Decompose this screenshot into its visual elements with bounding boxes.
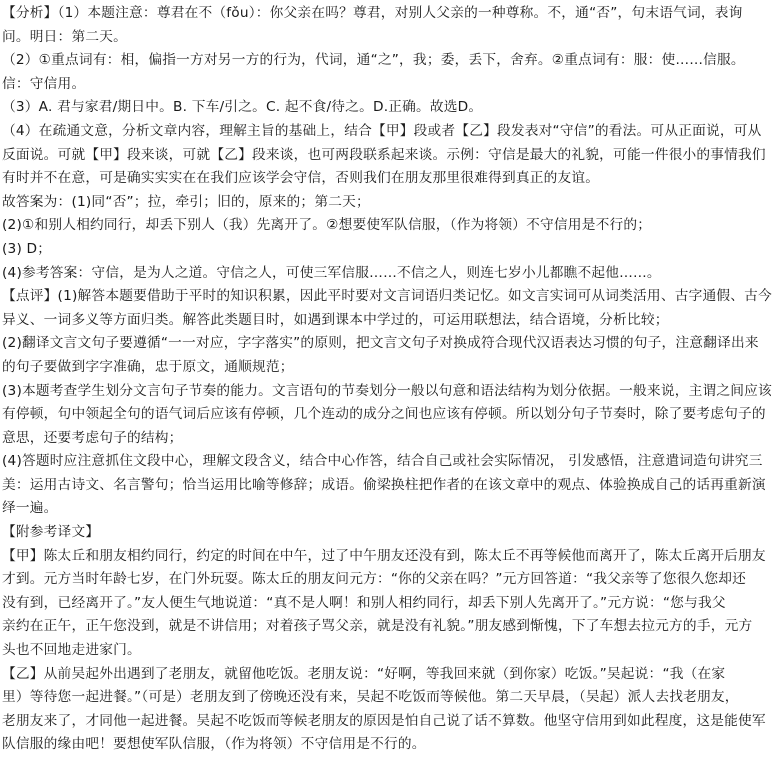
- text-line: 的句子要做到字字准确，忠于原文，通顺规范；: [2, 358, 294, 375]
- text-line: 老朋友来了，才同他一起进餐。吴起不吃饭而等候老朋友的原因是怕自己说了话不算数。他坚守信用到如此程度，这是能使军: [2, 712, 766, 729]
- text-line: 才到。元方当时年龄七岁，在门外玩耍。陈太丘的朋友问元方：“你的父亲在吗？”元方回答道：“我父亲等了您很久您却还: [2, 571, 747, 588]
- text-line: 美：运用古诗文、名言警句；恰当运用比喻等修辞；成语。偷梁换柱把作者的在该文章中的观点、体验换成自己的话再重新演: [2, 476, 766, 493]
- text-line: (3)本题考查学生划分文言句子节奏的能力。文言语句的节奏划分一般以句意和语法结构为划分依据。一般来说，主谓之间应该: [2, 382, 772, 399]
- text-line: 队信服的缘由吧！要想使军队信服，（作为将领）不守信用是不行的。: [2, 736, 426, 753]
- text-line: 问。明日：第二天。: [2, 28, 127, 45]
- text-line: (4)参考答案：守信，是为人之道。守信之人，可使三军信服……不信之人，则连七岁小儿都瞧不起他……。: [2, 264, 661, 281]
- text-line: 信：守信用。: [2, 75, 86, 92]
- text-line: 亲约在正午，正午您没到，就是不讲信用；对着孩子骂父亲，就是没有礼貌。”朋友感到惭愧，下了车想去拉元方的手，元方: [2, 618, 753, 635]
- text-line: (4)答题时应注意抓住文段中心，理解文段含义，结合中心作答，结合自己或社会实际情况， 引发感悟，注意遣词造句讲究三: [2, 453, 763, 470]
- text-line: 意思，还要考虑句子的结构；: [2, 429, 183, 446]
- text-line: (2)翻译文言文句子要遵循“一一对应，字字落实”的原则，把文言文句子对换成符合现代汉语表达习惯的句子，注意翻译出来: [2, 335, 759, 352]
- text-line: 有停顿，句中领起全句的语气词后应该有停顿，几个连动的成分之间也应该有停顿。所以划分句子节奏时，除了要考虑句子的: [2, 406, 766, 423]
- text-line: 【附参考译文】: [2, 524, 100, 541]
- text-line: 故答案为：(1)同“否”；拉，牵引；旧的，原来的；第二天；: [2, 193, 370, 210]
- text-line: 头也不回地走进家门。: [2, 642, 141, 659]
- text-line: 反面说。可就【甲】段来谈，可就【乙】段来谈，也可两段联系起来谈。示例：守信是最大的礼貌，可能一件很小的事情我们: [2, 146, 766, 163]
- text-line: (3) D；: [2, 240, 52, 257]
- text-line: 里）等待您一起进餐。”（可是）老朋友到了傍晚还没有来，吴起不吃饭而等候他。第二天早晨，（吴起）派人去找老朋友，: [2, 689, 739, 706]
- text-line: 有时并不在意，可是确实实实在在我们应该学会守信，否则我们在朋友那里很难得到真正的友谊。: [2, 170, 600, 187]
- text-line: (2)①和别人相约同行，却丢下别人（我）先离开了。②想要使军队信服，（作为将领）不守信用是不行的；: [2, 217, 652, 234]
- text-line: 【点评】(1)解答本题要借助于平时的知识积累，因此平时要对文言词语归类记忆。如文言实词可从词类活用、古字通假、古今: [2, 288, 772, 305]
- text-line: （4）在疏通文意，分析文章内容，理解主旨的基础上，结合【甲】段或者【乙】段发表对“守信”的看法。可从正面说，可从: [2, 122, 762, 139]
- text-line: 【分析】（1）本题注意：尊君在不（fǒu）：你父亲在吗？尊君，对别人父亲的一种尊称。不，通“否”，句末语气词，表询: [2, 5, 743, 21]
- text-line: 绎一遍。: [2, 500, 58, 517]
- text-line: 异义、一词多义等方面归类。解答此类题目时，如遇到课本中学过的，可运用联想法，结合语境，分析比较；: [2, 311, 669, 328]
- text-line: 【乙】从前吴起外出遇到了老朋友，就留他吃饭。老朋友说：“好啊，等我回来就（到你家）吃饭。”吴起说：“我（在家: [2, 665, 726, 682]
- text-line: （3）A. 君与家君/期日中。B. 下车/引之。C. 起不食/待之。D.正确。故选D。: [2, 99, 483, 116]
- text-line: 没有到，已经离开了。”友人便生气地说道：“真不是人啊！和别人相约同行，却丢下别人先离开了。”元方说：“您与我父: [2, 594, 726, 611]
- text-line: （2）①重点词有：相，偏指一方对另一方的行为，代词，通“之”，我；委，丢下，舍弃。②重点词有：服：使……信服。: [2, 52, 745, 69]
- text-line: 【甲】陈太丘和朋友相约同行，约定的时间在中午，过了中午朋友还没有到，陈太丘不再等候他而离开了，陈太丘离开后朋友: [2, 547, 766, 564]
